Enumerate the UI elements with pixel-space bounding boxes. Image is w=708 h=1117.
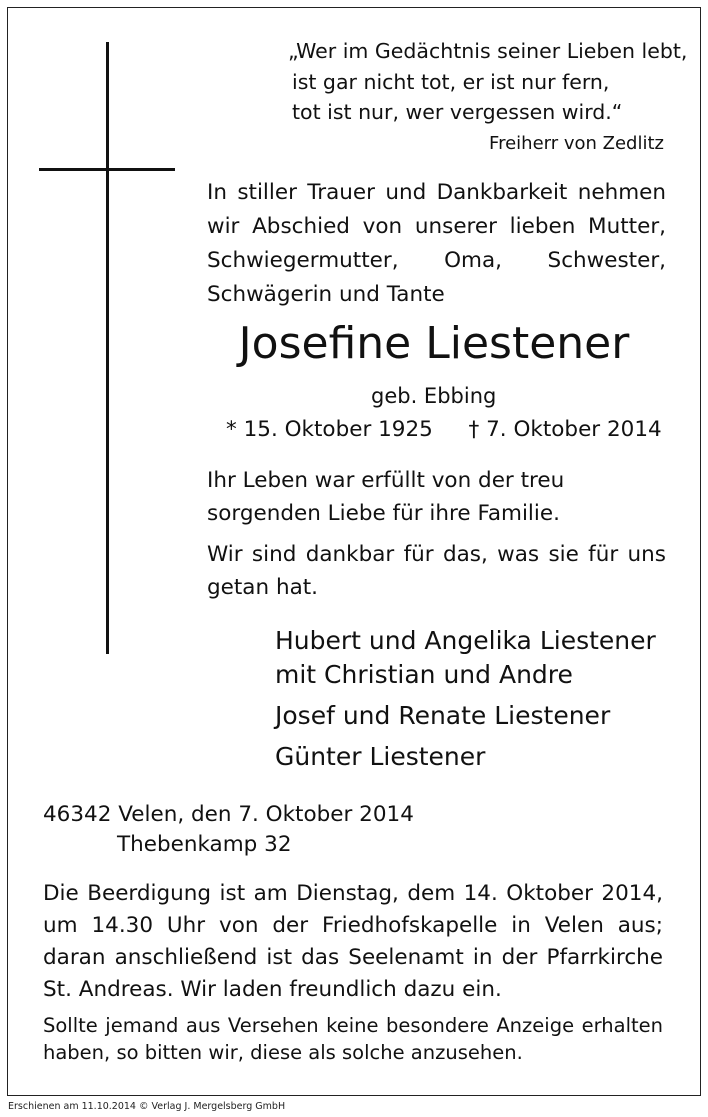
publication-footer: Erschienen am 11.10.2014 © Verlag J. Mergelsberg GmbH — [0, 1097, 708, 1117]
funeral-details: Die Beerdigung ist am Dienstag, dem 14. Oktober 2014, um 14.30 Uhr von der Friedhofskapelle in Velen aus; daran anschließend ist das Seelenamt in der Pfarrkirche St. Andreas. Wir laden freundlich dazu ein. — [43, 881, 663, 1002]
street-address: Thebenkamp 32 — [117, 832, 292, 857]
quote-line-2: ist gar nicht tot, er ist nur fern, — [292, 69, 610, 94]
birth-date: * 15. Oktober 1925 — [226, 417, 433, 442]
family-group-1 — [275, 624, 656, 692]
notice-remark: Sollte jemand aus Versehen keine besondere Anzeige erhalten haben, so bitten wir, diese als solche anzusehen. — [43, 1014, 663, 1064]
epigraph-quote — [288, 36, 687, 128]
place-and-date: 46342 Velen, den 7. Oktober 2014 — [43, 802, 414, 827]
deceased-name: Josefine Liestener — [238, 318, 630, 369]
family-line-3: Josef und Renate Liestener — [275, 701, 611, 730]
life-dates — [226, 414, 662, 446]
quote-line-1: „Wer im Gedächtnis seiner Lieben lebt, — [288, 39, 688, 63]
family-line-2: mit Christian und Andre — [275, 660, 573, 689]
intro-text: In stiller Trauer und Dankbarkeit nehmen wir Abschied von unserer lieben Mutter, Schwiegermutter, Oma, Schwester, Schwägerin und Tante — [207, 180, 666, 307]
tribute-paragraph-1: Ihr Leben war erfüllt von der treu sorgenden Liebe für ihre Familie. — [207, 468, 565, 526]
family-line-4: Günter Liestener — [275, 742, 486, 771]
quote-line-3: tot ist nur, wer vergessen wird.“ — [292, 100, 623, 124]
family-line-1: Hubert und Angelika Liestener — [275, 626, 656, 655]
quote-author: Freiherr von Zedlitz — [489, 133, 664, 154]
maiden-name: geb. Ebbing — [371, 384, 497, 408]
cross-horizontal-bar — [39, 168, 175, 171]
death-date: † 7. Oktober 2014 — [468, 417, 662, 442]
tribute-paragraph-2: Wir sind dankbar für das, was sie für uns getan hat. — [207, 542, 666, 600]
